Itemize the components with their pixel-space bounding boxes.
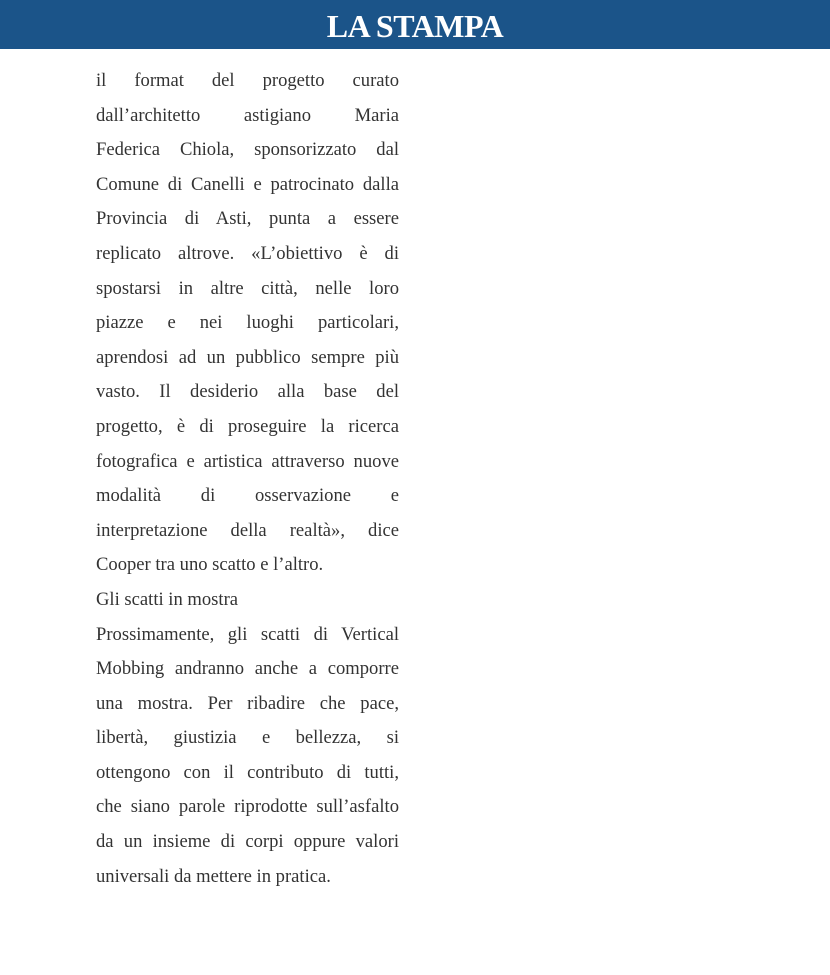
- text-line: Cooper tra uno scatto e l’altro.: [96, 554, 324, 576]
- text-line: fotografica e artistica attraverso nuove: [96, 450, 399, 472]
- article-subheading: Gli scatti in mostra: [96, 588, 239, 610]
- text-line: replicato altrove. «L’obiettivo è di: [96, 242, 399, 264]
- text-line: il format del progetto curato: [96, 70, 399, 91]
- text-line: Comune di Canelli e patrocinato dalla: [96, 173, 399, 195]
- text-line: Mobbing andranno anche a comporre: [96, 658, 399, 680]
- text-line: da un insieme di corpi oppure valori: [96, 831, 399, 853]
- text-line: ottengono con il contributo di tutti,: [96, 761, 399, 783]
- text-line: vasto. Il desiderio alla base del: [96, 381, 399, 403]
- text-line: progetto, è di proseguire la ricerca: [96, 415, 399, 437]
- text-line: universali da mettere in pratica.: [96, 865, 331, 887]
- la-stampa-logo[interactable]: LA STAMPA: [326, 7, 504, 44]
- article-paragraph-1: [96, 64, 399, 583]
- text-line: piazze e nei luoghi particolari,: [96, 312, 399, 334]
- site-header: [0, 0, 830, 49]
- text-line: aprendosi ad un pubblico sempre più: [96, 346, 399, 368]
- text-line: libertà, giustizia e bellezza, si: [96, 727, 399, 749]
- text-line: spostarsi in altre città, nelle loro: [96, 277, 399, 299]
- text-line: dall’architetto astigiano Maria: [96, 104, 399, 126]
- article-paragraph-2: [96, 618, 399, 895]
- text-line: una mostra. Per ribadire che pace,: [96, 692, 399, 714]
- text-line: Prossimamente, gli scatti di Vertical: [96, 623, 399, 645]
- text-line: modalità di osservazione e: [96, 485, 399, 507]
- article-body: [96, 64, 399, 894]
- text-line: interpretazione della realtà», dice: [96, 519, 399, 541]
- text-line: Federica Chiola, sponsorizzato dal: [96, 139, 399, 161]
- text-line: che siano parole riprodotte sull’asfalto: [96, 796, 399, 818]
- text-line: Provincia di Asti, punta a essere: [96, 208, 399, 230]
